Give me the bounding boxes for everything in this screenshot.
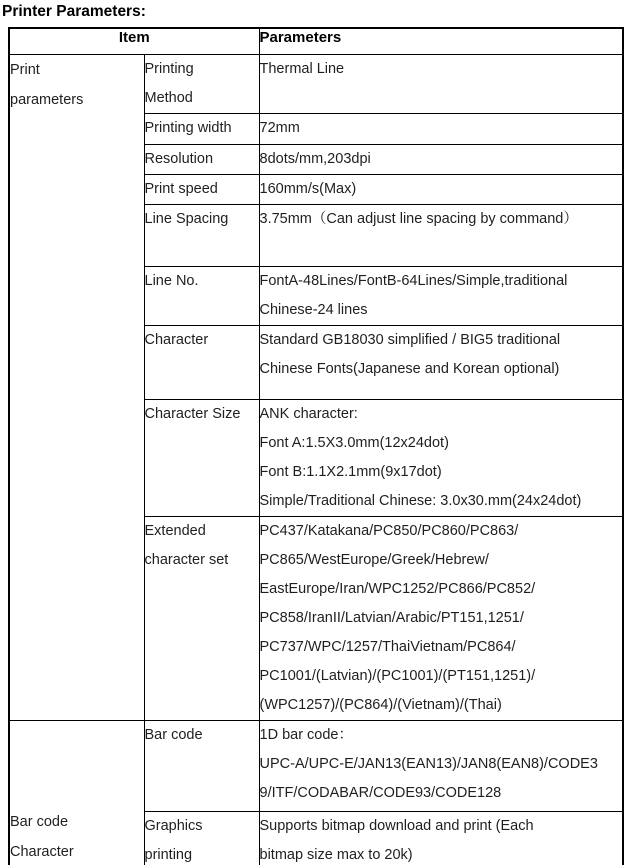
printer-parameters-table <box>8 27 624 865</box>
parameter-cell: Supports bitmap download and print (Each bitmap size max to 20k) <box>259 811 623 865</box>
item-cell-character: Character <box>144 325 259 399</box>
parameter-cell: 72mm <box>259 113 623 144</box>
parameter-cell: 1D bar code： UPC-A/UPC-E/JAN13(EAN13)/JAN8(EAN8)/CODE3 9/ITF/CODABAR/CODE93/CODE128 <box>259 720 623 811</box>
item-cell-printing-width: Printing width <box>144 113 259 144</box>
parameter-cell: Thermal Line <box>259 54 623 113</box>
group-label-line: Character <box>10 843 74 860</box>
item-cell-line-no: Line No. <box>144 266 259 325</box>
parameters-column-header: Parameters <box>259 28 623 54</box>
parameter-cell: Standard GB18030 simplified / BIG5 traditional Chinese Fonts(Japanese and Korean optional) <box>259 325 623 399</box>
item-cell-extended-character-set: Extended character set <box>144 516 259 720</box>
table-header-row <box>9 28 623 54</box>
page-title: Printer Parameters: <box>2 3 146 20</box>
group-cell-bar-code-character <box>9 720 144 865</box>
parameter-cell: ANK character: Font A:1.5X3.0mm(12x24dot) Font B:1.1X2.1mm(9x17dot) Simple/Traditional Chinese: 3.0x30.mm(24x24dot) <box>259 399 623 516</box>
group-label-line: Bar code <box>10 813 69 830</box>
group-label-line: Print <box>10 61 40 78</box>
item-cell-line-spacing: Line Spacing <box>144 204 259 266</box>
parameter-cell: 160mm/s(Max) <box>259 174 623 204</box>
table-row <box>9 54 623 113</box>
item-cell-printing-method: Printing Method <box>144 54 259 113</box>
parameter-cell: 8dots/mm,203dpi <box>259 144 623 174</box>
item-cell-resolution: Resolution <box>144 144 259 174</box>
item-cell-print-speed: Print speed <box>144 174 259 204</box>
table-row <box>9 720 623 811</box>
parameter-cell: PC437/Katakana/PC850/PC860/PC863/ PC865/WestEurope/Greek/Hebrew/ EastEurope/Iran/WPC1252/PC866/PC852/ PC858/IranII/Latvian/Arabic/PT151,1251/ PC737/WPC/1257/ThaiVietnam/PC864/ PC1001/(Latvian)/(PC1001)/(PT151,1251)/ (WPC1257)/(PC864)/(Vietnam)/(Thai) <box>259 516 623 720</box>
group-label-line: parameters <box>10 91 84 108</box>
item-column-header: Item <box>9 28 259 54</box>
item-cell-bar-code: Bar code <box>144 720 259 811</box>
item-cell-character-size: Character Size <box>144 399 259 516</box>
parameter-cell: 3.75mm（Can adjust line spacing by command） <box>259 204 623 266</box>
group-cell-print-parameters <box>9 54 144 720</box>
parameter-cell: FontA-48Lines/FontB-64Lines/Simple,traditional Chinese-24 lines <box>259 266 623 325</box>
item-cell-graphics-printing: Graphics printing <box>144 811 259 865</box>
